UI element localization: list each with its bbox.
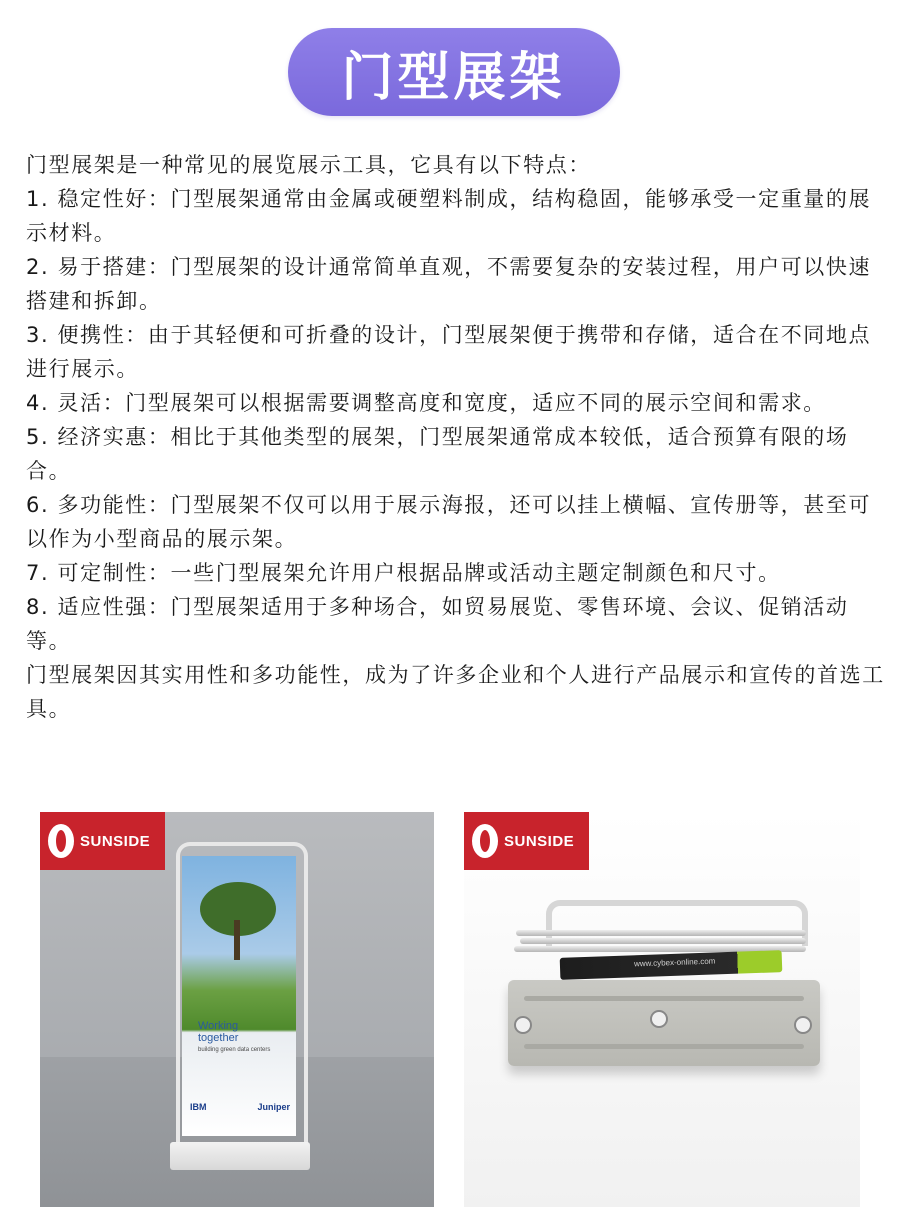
page-title: 门型展架 — [341, 47, 566, 108]
feature-text — [26, 148, 886, 726]
base-knob-right — [794, 1016, 812, 1034]
poster-heading-line-1: Working — [198, 1020, 239, 1032]
stand-frame — [176, 842, 308, 1150]
base-rib-2 — [524, 1044, 804, 1049]
feature-item-2: 2. 易于搭建：门型展架的设计通常简单直观，不需要复杂的安装过程，用户可以快速搭建和拆卸。 — [26, 255, 872, 313]
brand-logo-icon — [48, 824, 74, 858]
rod-1 — [516, 930, 806, 936]
poster-logo-ibm: IBM — [190, 1102, 207, 1112]
poster-subheading: building green data centers — [198, 1047, 271, 1053]
conclusion-paragraph: 门型展架因其实用性和多功能性，成为了许多企业和个人进行产品展示和宣传的首选工具。 — [26, 663, 885, 721]
feature-item-4: 4. 灵活：门型展架可以根据需要调整高度和宽度，适应不同的展示空间和需求。 — [26, 391, 826, 415]
feature-item-3: 3. 便携性：由于其轻便和可折叠的设计，门型展架便于携带和存储，适合在不同地点进行展示。 — [26, 323, 872, 381]
brand-name: SUNSIDE — [504, 832, 575, 850]
product-photos — [40, 812, 860, 1207]
feature-item-7: 7. 可定制性：一些门型展架允许用户根据品牌或活动主题定制颜色和尺寸。 — [26, 561, 781, 585]
feature-item-8: 8. 适应性强：门型展架适用于多种场合，如贸易展览、零售环境、会议、促销活动等。 — [26, 595, 849, 653]
brand-badge — [40, 812, 165, 870]
stand-assembled-photo — [40, 812, 434, 1207]
stand-base — [170, 1142, 310, 1170]
feature-item-5: 5. 经济实惠：相比于其他类型的展架，门型展架通常成本较低，适合预算有限的场合。 — [26, 425, 849, 483]
brand-name: SUNSIDE — [80, 832, 151, 850]
base-rib-1 — [524, 996, 804, 1001]
poster-logo-juniper: Juniper — [257, 1102, 290, 1112]
stand-parts-photo — [464, 812, 860, 1207]
base-knob-center — [650, 1010, 668, 1028]
base-knob-left — [514, 1016, 532, 1034]
feature-item-6: 6. 多功能性：门型展架不仅可以用于展示海报，还可以挂上横幅、宣传册等，甚至可以作为小型商品的展示架。 — [26, 493, 872, 551]
poster-heading-line-2: together — [198, 1032, 239, 1044]
brand-logo-icon — [472, 824, 498, 858]
brand-badge — [464, 812, 589, 870]
title-banner — [0, 28, 907, 116]
pole-url: www.cybex-online.com — [633, 956, 716, 969]
rod-2 — [520, 938, 806, 944]
intro-paragraph: 门型展架是一种常见的展览展示工具，它具有以下特点： — [26, 153, 591, 177]
feature-item-1: 1. 稳定性好：门型展架通常由金属或硬塑料制成，结构稳固，能够承受一定重量的展示材料。 — [26, 187, 872, 245]
title-pill — [288, 28, 620, 116]
